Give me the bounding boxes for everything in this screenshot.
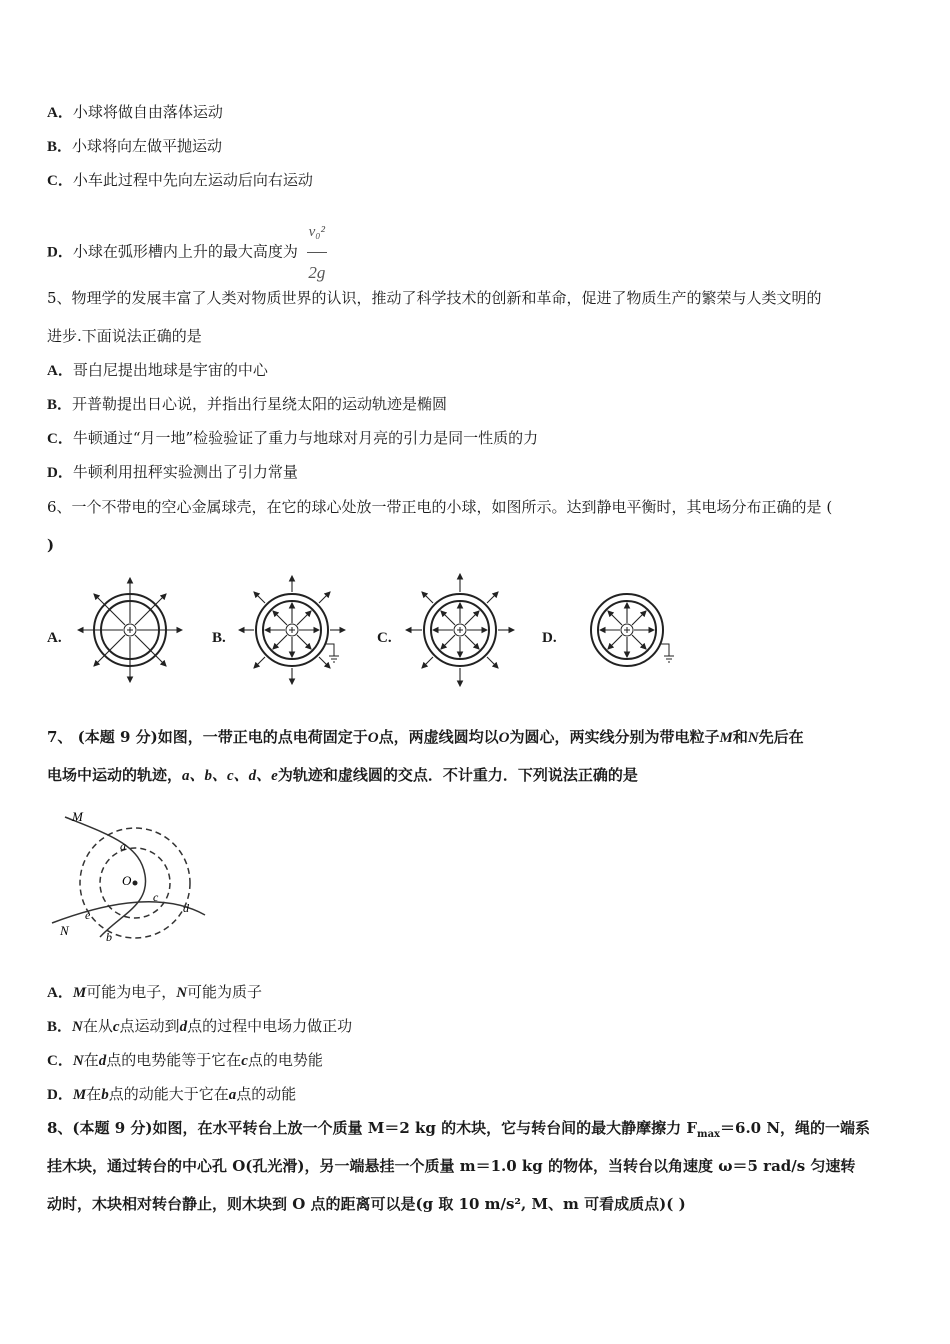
q8-stem-line1: [47, 1118, 870, 1145]
q4-option-c: [47, 170, 313, 191]
field-diagram-a: [75, 570, 185, 690]
option-letter: D．: [47, 1087, 73, 1103]
q7-stem-d: 先后在: [758, 728, 804, 746]
option-letter: A．: [47, 363, 73, 379]
q8-text-end: ＝6.0 N，绳的一端系: [720, 1119, 871, 1137]
option-var: M: [72, 985, 87, 1001]
option-text: 小球将做自由落体运动: [72, 103, 223, 121]
q7-option-c: [47, 1050, 323, 1071]
option-text: 点运动到: [119, 1017, 180, 1035]
option-text: 点的动能大于它在: [108, 1085, 229, 1103]
q6-stem-line1: 6、一个不带电的空心金属球壳，在它的球心处放一带正电的小球，如图所示。达到静电平衡时，其电场分布正确的是 (: [47, 498, 833, 516]
formula-numerator: v₀²: [307, 212, 327, 253]
q4-option-b: [47, 136, 222, 157]
points-list: a、b、c、d、e: [182, 768, 278, 784]
q7-trajectory-diagram: [50, 805, 210, 950]
option-text: 小球在弧形槽内上升的最大高度为: [72, 242, 298, 261]
q6-stem-line2: ): [47, 536, 55, 554]
q7-stem-e: 电场中运动的轨迹，: [47, 766, 183, 784]
q8-text: 8、(本题 9 分)如图，在水平转台上放一个质量 M＝2 kg 的木块，它与转台间的最大静摩擦力 F: [47, 1119, 697, 1137]
q7-stem-b: 点，两虚线圆均以: [378, 728, 499, 746]
figure-label-d: D.: [542, 630, 557, 646]
option-letter: B．: [47, 1019, 73, 1035]
option-letter: D．: [47, 244, 73, 261]
var-n: N: [747, 730, 759, 746]
label-m: M: [72, 809, 83, 824]
option-var: d: [98, 1053, 107, 1069]
height-formula: [307, 212, 327, 293]
q7-option-d: [47, 1084, 296, 1105]
q4-option-d: [47, 212, 327, 293]
field-diagram-b: [237, 570, 357, 690]
q7-stem-line1: [47, 727, 804, 748]
option-letter: D．: [47, 465, 73, 481]
label-o: O: [122, 873, 132, 888]
option-text: 牛顿通过“月一地”检验验证了重力与地球对月亮的引力是同一性质的力: [72, 429, 539, 447]
field-diagram-c: [405, 570, 515, 690]
var-o: O: [367, 730, 379, 746]
label-n: N: [60, 923, 69, 938]
q6-figure-row: [47, 570, 687, 700]
q5-stem-line1: 5、物理学的发展丰富了人类对物质世界的认识，推动了科学技术的创新和革命，促进了物质生产的繁荣与人类文明的: [47, 289, 822, 307]
option-text: 点的动能: [236, 1085, 297, 1103]
option-var: M: [72, 1087, 87, 1103]
option-text: 哥白尼提出地球是宇宙的中心: [72, 361, 268, 379]
option-text: 在从: [82, 1017, 113, 1035]
q7-stem-f: 为轨迹和虚线圆的交点．不计重力．下列说法正确的是: [277, 766, 638, 784]
figure-label-b: B.: [212, 630, 226, 646]
option-text: 在: [83, 1051, 99, 1069]
option-text: 可能为质子: [187, 983, 263, 1001]
option-text: 可能为电子，: [86, 983, 177, 1001]
option-var: d: [179, 1019, 188, 1035]
q5-option-c: [47, 428, 538, 449]
option-var: N: [72, 1053, 84, 1069]
var-o: O: [498, 730, 510, 746]
q7-option-b: [47, 1016, 352, 1037]
q8-stem-line2: 挂木块，通过转台的中心孔 O(孔光滑)，另一端悬挂一个质量 m＝1.0 kg 的物体，当转台以角速度 ω＝5 rad/s 匀速转: [47, 1157, 856, 1175]
option-letter: A．: [47, 105, 73, 121]
option-var: N: [72, 1019, 83, 1035]
option-text: 点的电势能等于它在: [106, 1051, 242, 1069]
option-letter: B．: [47, 139, 73, 155]
q5-stem-line2: 进步.下面说法正确的是: [47, 327, 202, 345]
option-text: 小球将向左做平抛运动: [72, 137, 223, 155]
option-letter: A．: [47, 985, 73, 1001]
q7-option-a: [47, 982, 262, 1003]
option-letter: C．: [47, 173, 73, 189]
var-m: M: [719, 730, 733, 746]
q7-number: 7、: [47, 728, 73, 746]
option-text: 点的过程中电场力做正功: [187, 1017, 353, 1035]
figure-label-c: C.: [377, 630, 392, 646]
field-diagram-d: [572, 570, 682, 690]
option-var: N: [176, 985, 188, 1001]
option-text: 在: [86, 1085, 102, 1103]
q7-and: 和: [732, 728, 748, 746]
option-text: 牛顿利用扭秤实验测出了引力常量: [72, 463, 298, 481]
option-letter: C．: [47, 1053, 73, 1069]
q4-option-a: [47, 102, 223, 123]
q7-stem-line2: [47, 765, 638, 786]
q5-option-b: [47, 394, 447, 415]
option-var: a: [228, 1087, 237, 1103]
label-e: e: [85, 908, 91, 922]
option-var: c: [241, 1053, 248, 1069]
label-d: d: [183, 901, 189, 915]
option-letter: C．: [47, 431, 73, 447]
figure-label-a: A.: [47, 630, 62, 646]
q8-subscript: max: [696, 1129, 721, 1140]
label-a: a: [120, 839, 126, 853]
q7-stem-c: 为圆心，两实线分别为带电粒子: [509, 728, 720, 746]
option-text: 小车此过程中先向左运动后向右运动: [72, 171, 313, 189]
option-text: 点的电势能: [247, 1051, 323, 1069]
option-letter: B．: [47, 397, 73, 413]
formula-denominator: 2g: [308, 263, 326, 282]
label-b: b: [106, 930, 112, 944]
option-var: c: [112, 1019, 120, 1035]
q5-option-d: [47, 462, 298, 483]
q7-stem-a: (本题 9 分)如图，一带正电的点电荷固定于: [77, 728, 368, 746]
q5-option-a: [47, 360, 268, 381]
option-text: 开普勒提出日心说，并指出行星绕太阳的运动轨迹是椭圆: [72, 395, 448, 413]
label-c: c: [153, 890, 159, 904]
q8-stem-line3: 动时，木块相对转台静止，则木块到 O 点的距离可以是(g 取 10 m/s², M、m 可看成质点)( ): [47, 1195, 686, 1213]
option-var: b: [101, 1087, 109, 1103]
